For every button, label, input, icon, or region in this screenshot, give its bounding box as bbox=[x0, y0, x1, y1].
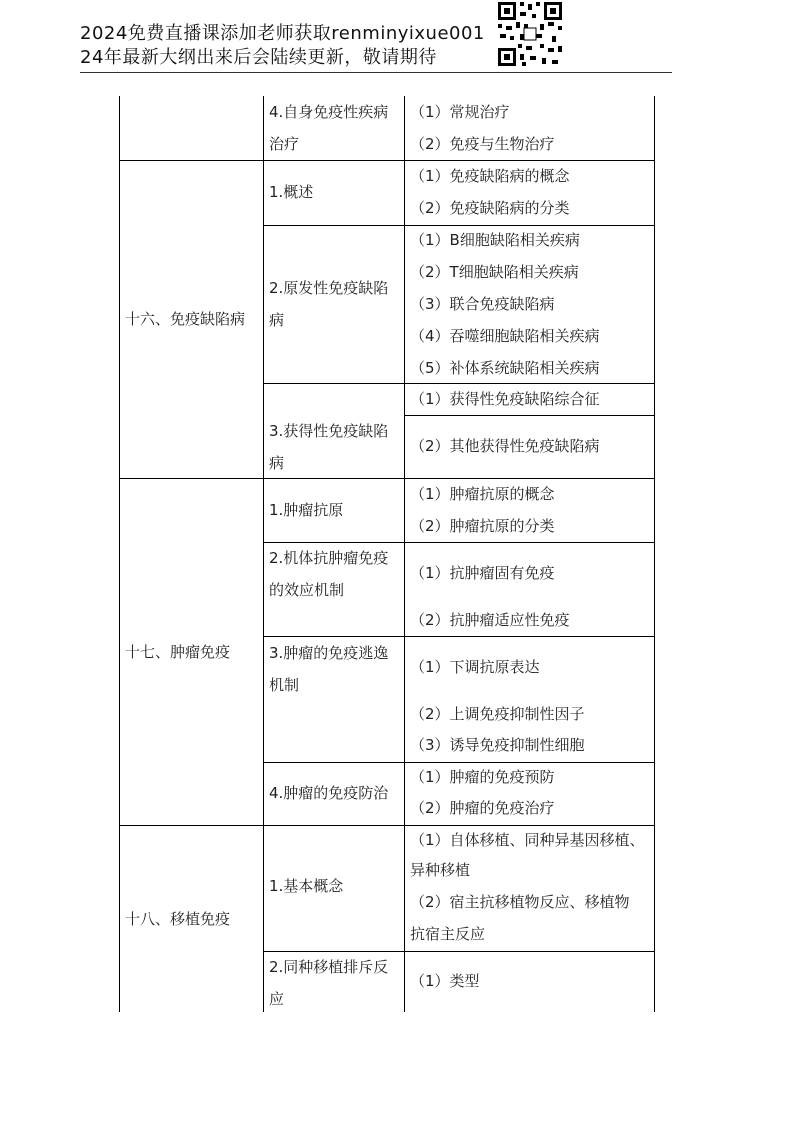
header-line-1: 2024免费直播课添加老师获取renminyixue001 bbox=[80, 23, 485, 44]
point-item: （2）免疫与生物治疗 bbox=[410, 135, 555, 153]
topic-title: 1.基本概念 bbox=[269, 877, 344, 895]
point-item: （3）诱导免疫抑制性细胞 bbox=[410, 736, 585, 754]
topic-title: 的效应机制 bbox=[269, 581, 345, 599]
topic-title: 3.获得性免疫缺陷 bbox=[269, 422, 389, 440]
point-item: （1）肿瘤的免疫预防 bbox=[410, 768, 555, 786]
unit-label: 十七、肿瘤免疫 bbox=[125, 643, 231, 661]
topic-title: 2.原发性免疫缺陷 bbox=[269, 279, 389, 297]
point-item: （2）上调免疫抑制性因子 bbox=[410, 705, 585, 723]
table-left-border bbox=[119, 96, 120, 1012]
point-item: （1）肿瘤抗原的概念 bbox=[410, 485, 555, 503]
point-item: （2）抗肿瘤适应性免疫 bbox=[410, 611, 570, 629]
header-banner bbox=[80, 22, 485, 70]
point-item: （1）免疫缺陷病的概念 bbox=[410, 167, 570, 185]
point-item: （3）联合免疫缺陷病 bbox=[410, 295, 555, 313]
point-item: 抗宿主反应 bbox=[410, 925, 486, 943]
topic-title: 1.肿瘤抗原 bbox=[269, 501, 344, 519]
point-item: （2）肿瘤的免疫治疗 bbox=[410, 799, 555, 817]
topic-column-divider bbox=[404, 96, 405, 1012]
topic-title: 机制 bbox=[269, 676, 300, 694]
point-item: （1）抗肿瘤固有免疫 bbox=[410, 564, 555, 582]
section-divider bbox=[119, 160, 655, 161]
topic-title: 4.肿瘤的免疫防治 bbox=[269, 784, 389, 802]
unit-label: 十六、免疫缺陷病 bbox=[125, 310, 246, 328]
section-divider bbox=[119, 478, 655, 479]
unit-column-divider bbox=[263, 96, 264, 1012]
qr-code-icon bbox=[496, 0, 564, 68]
topic-title: 病 bbox=[269, 311, 285, 329]
topic-title: 3.肿瘤的免疫逃逸 bbox=[269, 644, 389, 662]
topic-title: 2.同种移植排斥反 bbox=[269, 958, 389, 976]
point-item: （4）吞噬细胞缺陷相关疾病 bbox=[410, 327, 600, 345]
point-item: （1）类型 bbox=[410, 972, 480, 990]
syllabus-table bbox=[119, 96, 655, 1012]
point-item: （1）常规治疗 bbox=[410, 103, 510, 121]
table-right-border bbox=[654, 96, 655, 1012]
unit-label: 十八、移植免疫 bbox=[125, 910, 231, 928]
point-item: （1）B细胞缺陷相关疾病 bbox=[410, 231, 580, 249]
point-item: （5）补体系统缺陷相关疾病 bbox=[410, 359, 600, 377]
topic-title: 1.概述 bbox=[269, 183, 314, 201]
topic-title: 应 bbox=[269, 990, 285, 1008]
topic-title: 病 bbox=[269, 454, 285, 472]
point-item: （1）获得性免疫缺陷综合征 bbox=[410, 390, 600, 408]
topic-title: 治疗 bbox=[269, 135, 300, 153]
header-divider bbox=[80, 72, 672, 73]
topic-title: 2.机体抗肿瘤免疫 bbox=[269, 549, 389, 567]
point-item: 异种移植 bbox=[410, 861, 471, 879]
topic-title: 4.自身免疫性疾病 bbox=[269, 103, 389, 121]
point-item: （2）其他获得性免疫缺陷病 bbox=[410, 437, 600, 455]
header-line-2: 24年最新大纲出来后会陆续更新，敬请期待 bbox=[80, 47, 437, 68]
point-item: （2）免疫缺陷病的分类 bbox=[410, 199, 570, 217]
point-item: （2）宿主抗移植物反应、移植物 bbox=[410, 893, 630, 911]
point-item: （2）T细胞缺陷相关疾病 bbox=[410, 263, 579, 281]
point-divider bbox=[404, 415, 655, 416]
point-item: （1）自体移植、同种异基因移植、 bbox=[410, 831, 645, 849]
point-item: （1）下调抗原表达 bbox=[410, 658, 540, 676]
point-item: （2）肿瘤抗原的分类 bbox=[410, 517, 555, 535]
